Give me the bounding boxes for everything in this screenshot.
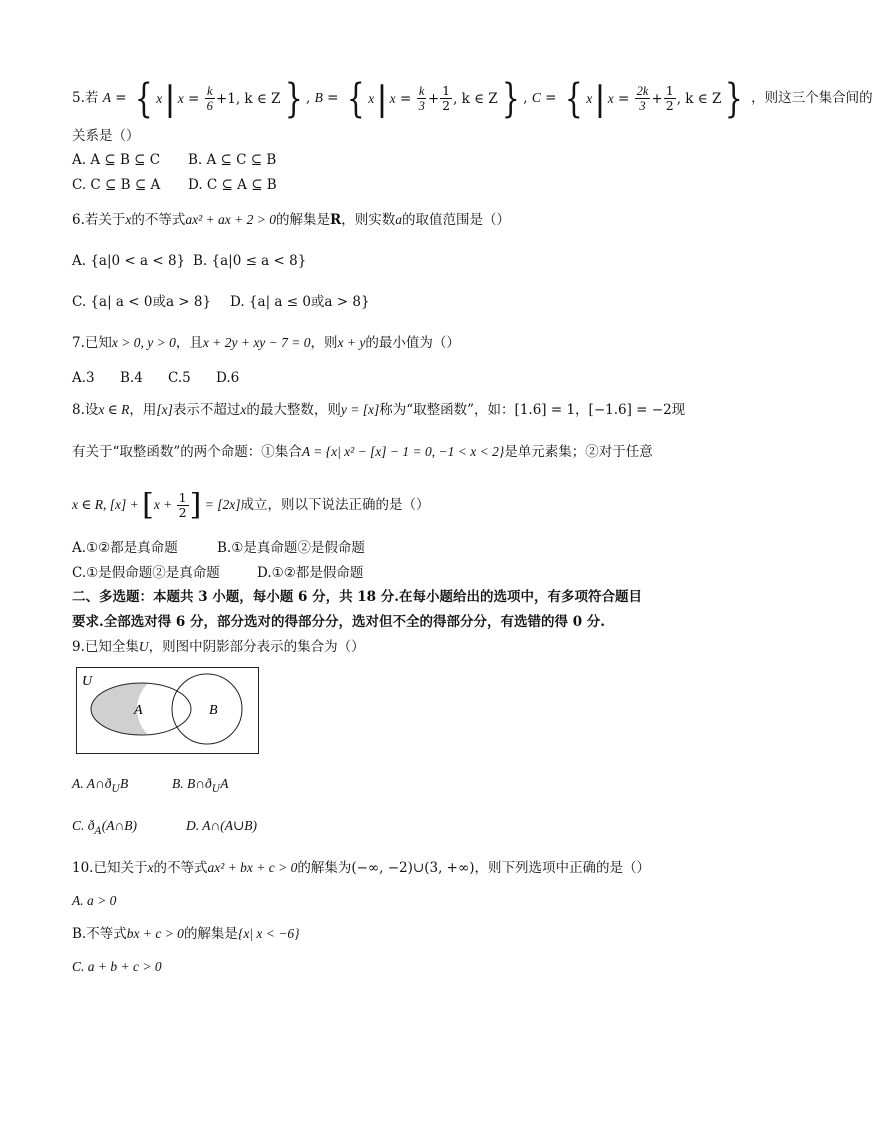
q5-set-c-name: C bbox=[531, 90, 541, 105]
q9-option-d[interactable]: D. A∩(A∪B) bbox=[186, 818, 258, 833]
venn-diagram bbox=[76, 667, 260, 755]
venn-label-u: U bbox=[82, 674, 93, 689]
q8-option-d[interactable]: D.①②都是假命题 bbox=[257, 565, 364, 581]
q8-stem-line3: x ∈ R, [x] + [x + $\frac{1}{2}$ ] = [2x]成立，则以下说法正确的是（） bbox=[72, 487, 430, 523]
venn-label-a: A bbox=[134, 703, 143, 718]
q8-stem-line1: 8.设x ∈ R，用[x]表示不超过x的最大整数，则y = [x]称为“取整函数”，如：[1.6] = 1，[−1.6] = −2现 bbox=[72, 402, 686, 418]
q6-stem: 6.若关于x的不等式ax² + ax + 2 > 0的解集是R，则实数a的取值范围是（） bbox=[72, 212, 510, 228]
q9-option-a[interactable]: A. $A\cap ð_UB$ bbox=[72, 776, 129, 795]
q7-option-b[interactable]: B.4 bbox=[120, 370, 143, 386]
q5-option-b[interactable]: B. A ⊆ C ⊆ B bbox=[188, 152, 277, 168]
q6-option-b[interactable]: B. {a|0 ≤ a < 8} bbox=[193, 253, 307, 269]
q5-prefix: 5.若 bbox=[72, 90, 99, 106]
section2-heading-line1: 二、多选题：本题共 3 小题，每小题 6 分，共 18 分.在每小题给出的选项中，有多项符合题目 bbox=[72, 589, 642, 605]
q8-option-a[interactable]: A.①②都是真命题 bbox=[72, 540, 178, 556]
q7-stem: 7.已知x > 0, y > 0，且x + 2y + xy − 7 = 0，则x + y的最小值为（） bbox=[72, 335, 460, 351]
q6-option-a[interactable]: A. {a|0 < a < 8} bbox=[72, 253, 186, 269]
q7-option-d[interactable]: D.6 bbox=[216, 370, 240, 386]
q6-option-c[interactable]: C. {a| a < 0或a > 8} bbox=[72, 294, 212, 310]
q5-set-b: { x | x = $\frac{k}{3}$ + $\frac{1}{2}$ , k ∈ Z } bbox=[346, 75, 520, 122]
q10-option-c[interactable]: C. a + b + c > 0 bbox=[72, 959, 162, 974]
q5-option-c[interactable]: C. C ⊆ B ⊆ A bbox=[72, 177, 161, 193]
q5-set-c: { x | x = $\frac{2k}{3}$ + $\frac{1}{2}$ , k ∈ Z } bbox=[564, 75, 744, 122]
q8-option-c[interactable]: C.①是假命题②是真命题 bbox=[72, 565, 220, 581]
q5-set-b-name: B bbox=[314, 90, 323, 105]
q5-set-a-name: A bbox=[102, 90, 111, 105]
set-b-circle bbox=[172, 674, 242, 744]
q7-option-a[interactable]: A.3 bbox=[72, 370, 95, 386]
q9-stem: 9.已知全集U，则图中阴影部分表示的集合为（） bbox=[72, 639, 365, 655]
q10-option-b[interactable]: B.不等式bx + c > 0的解集是{x| x < −6} bbox=[72, 926, 300, 942]
q7-option-c[interactable]: C.5 bbox=[168, 370, 191, 386]
q5-line2: 关系是（） bbox=[72, 128, 140, 144]
section2-heading-line2: 要求.全部选对得 6 分，部分选对的得部分分，选对但不全的得部分分，有选错的得 0 分. bbox=[72, 614, 605, 630]
q6-option-d[interactable]: D. {a| a ≤ 0或a > 8} bbox=[230, 294, 370, 310]
q5-set-a: { x | x = $\frac{k}{6}$ +1, k ∈ Z } bbox=[134, 75, 303, 122]
q5-line1: 5.若 A = { x | x = $\frac{k}{6}$ +1, k ∈ Z } , B = { x | x = $\frac{k}{3}$ + $\frac{1}{2}$ , k ∈ Z } , C = { x | x = $\frac{2k}{3}$ + $\frac{1}{2}$ , k ∈ Z } ，则这三个集合间的 bbox=[72, 75, 873, 122]
venn-label-b: B bbox=[209, 703, 218, 718]
q5-suffix: ，则这三个集合间的 bbox=[751, 90, 873, 106]
q8-stem-line2: 有关于“取整函数”的两个命题：①集合A = {x| x² − [x] − 1 = 0, −1 < x < 2}是单元素集；②对于任意 bbox=[72, 444, 653, 460]
q9-option-b[interactable]: B. $B\cap ð_UA$ bbox=[172, 776, 229, 795]
q10-stem: 10.已知关于x的不等式ax² + bx + c > 0的解集为(−∞, −2)∪(3, +∞)，则下列选项中正确的是（） bbox=[72, 860, 650, 876]
q9-option-c[interactable]: C. $ð_A(A\cap B)$ bbox=[72, 818, 137, 837]
q5-option-a[interactable]: A. A ⊆ B ⊆ C bbox=[72, 152, 161, 168]
q5-option-d[interactable]: D. C ⊆ A ⊆ B bbox=[188, 177, 277, 193]
q8-option-b[interactable]: B.①是真命题②是假命题 bbox=[217, 540, 365, 556]
q10-option-a[interactable]: A. a > 0 bbox=[72, 893, 117, 908]
